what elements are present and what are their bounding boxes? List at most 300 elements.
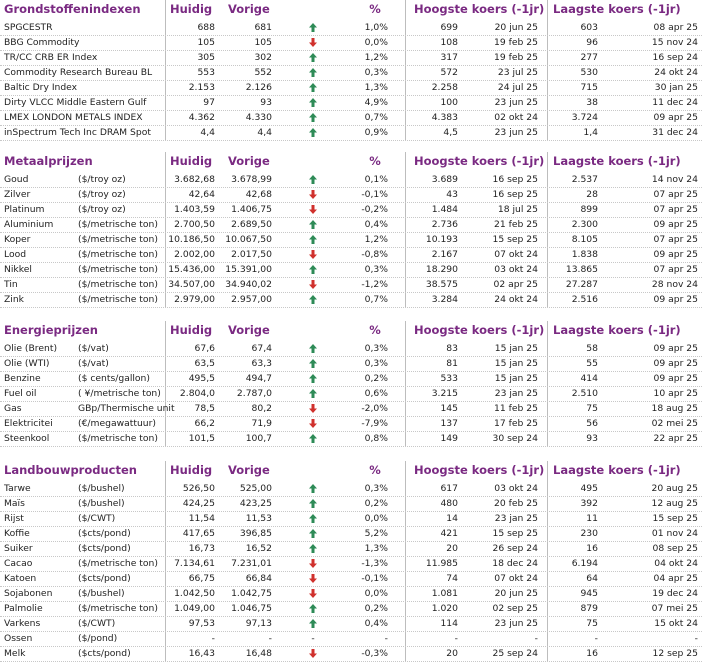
arrow-up-icon (309, 265, 317, 274)
cell-unit: ($/troy oz) (78, 189, 126, 200)
cell-high: 11.985 (425, 558, 458, 569)
cell-name: Zilver (4, 189, 31, 200)
cell-unit: ($/metrische ton) (78, 558, 158, 569)
header-high: Hoogste koers (-1jr) (414, 2, 545, 16)
cell-current: 553 (197, 67, 215, 78)
cell-high: 572 (440, 67, 458, 78)
arrow-up-icon (309, 344, 317, 353)
cell-pct: 0,4% (364, 618, 388, 629)
table-row (0, 50, 702, 66)
cell-high: 1.081 (431, 588, 458, 599)
cell-high-date: 16 sep 25 (492, 174, 538, 185)
cell-current: 424,25 (182, 498, 215, 509)
cell-high: 149 (440, 433, 458, 444)
arrow-down-icon (309, 559, 317, 568)
header-high: Hoogste koers (-1jr) (414, 323, 545, 337)
cell-low-date: 28 nov 24 (651, 279, 698, 290)
cell-current: 3.682,68 (174, 174, 215, 185)
header-low: Laagste koers (-1jr) (553, 2, 681, 16)
arrow-up-icon (309, 529, 317, 538)
cell-current: 2.153 (188, 82, 215, 93)
cell-low: 16 (586, 543, 598, 554)
cell-high: 1.020 (431, 603, 458, 614)
cell-current: - (211, 633, 215, 644)
cell-previous: 396,85 (239, 528, 272, 539)
cell-high: 38.575 (425, 279, 458, 290)
cell-low-date: 07 mei 25 (651, 603, 698, 614)
cell-previous: 1.042,75 (231, 588, 272, 599)
cell-current: 63,5 (194, 358, 215, 369)
cell-low-date: 18 aug 25 (651, 403, 698, 414)
cell-low-date: 15 okt 24 (654, 618, 698, 629)
cell-high-date: 17 feb 25 (494, 418, 538, 429)
cell-pct: 0,3% (364, 264, 388, 275)
cell-high-date: 15 sep 25 (492, 528, 538, 539)
cell-low-date: 09 apr 25 (653, 343, 698, 354)
cell-high-date: 02 sep 25 (492, 603, 538, 614)
table-row (0, 571, 702, 587)
cell-name: Fuel oil (4, 388, 37, 399)
cell-high-date: - (534, 633, 538, 644)
header-pct: % (369, 2, 381, 16)
cell-pct: 0,2% (364, 603, 388, 614)
arrow-up-icon (309, 389, 317, 398)
section-1 (0, 152, 702, 307)
cell-name: Commodity Research Bureau BL (4, 67, 153, 78)
cell-previous: 1.046,75 (231, 603, 272, 614)
cell-previous: 10.067,50 (225, 234, 272, 245)
table-row (0, 125, 702, 141)
cell-pct: 0,3% (364, 343, 388, 354)
cell-name: BBG Commodity (4, 37, 80, 48)
cell-name: Koper (4, 234, 31, 245)
cell-high-date: 02 okt 24 (494, 112, 538, 123)
cell-current: 1.049,00 (174, 603, 215, 614)
cell-current: 16,43 (188, 648, 215, 659)
cell-unit: ($/metrische ton) (78, 249, 158, 260)
cell-high: 20 (446, 648, 458, 659)
cell-high-date: 20 jun 25 (494, 588, 538, 599)
table-row (0, 616, 702, 632)
cell-high-date: 03 okt 24 (494, 264, 538, 275)
cell-name: Elektricitei (4, 418, 53, 429)
cell-pct: 1,0% (364, 22, 388, 33)
table-row (0, 556, 702, 572)
cell-name: Suiker (4, 543, 33, 554)
cell-high: 83 (446, 343, 458, 354)
cell-low: 96 (586, 37, 598, 48)
cell-previous: 7.231,01 (231, 558, 272, 569)
table-row (0, 20, 702, 36)
cell-previous: 2.787,0 (236, 388, 272, 399)
cell-name: Benzine (4, 373, 41, 384)
cell-high: 317 (440, 52, 458, 63)
cell-low-date: 01 nov 24 (651, 528, 698, 539)
cell-low-date: 02 mei 25 (651, 418, 698, 429)
arrow-up-icon (309, 235, 317, 244)
cell-unit: ($/bushel) (78, 498, 125, 509)
cell-low-date: 08 sep 25 (652, 543, 698, 554)
cell-high-date: 15 jan 25 (494, 343, 538, 354)
cell-unit: ($/metrische ton) (78, 294, 158, 305)
cell-high: 699 (440, 22, 458, 33)
cell-unit: ($/vat) (78, 358, 109, 369)
cell-unit: ($/metrische ton) (78, 279, 158, 290)
cell-previous: 66,84 (245, 573, 272, 584)
table-row (0, 187, 702, 203)
cell-name: Baltic Dry Index (4, 82, 78, 93)
cell-current: 2.700,50 (174, 219, 215, 230)
cell-high-date: 20 jun 25 (494, 22, 538, 33)
cell-low-date: 14 nov 24 (651, 174, 698, 185)
cell-unit: ($/CWT) (78, 513, 116, 524)
cell-current: 305 (197, 52, 215, 63)
cell-pct: 1,3% (364, 543, 388, 554)
cell-high: 114 (440, 618, 458, 629)
header-current: Huidig (170, 323, 213, 337)
cell-low-date: 31 dec 24 (652, 127, 698, 138)
cell-low: 58 (586, 343, 598, 354)
header-current: Huidig (170, 2, 213, 16)
cell-high-date: 23 jan 25 (494, 513, 538, 524)
arrow-up-icon (309, 113, 317, 122)
cell-previous: 63,3 (251, 358, 272, 369)
cell-previous: 71,9 (251, 418, 272, 429)
cell-low-date: 30 jan 25 (654, 82, 698, 93)
cell-name: inSpectrum Tech Inc DRAM Spot (4, 127, 151, 138)
cell-current: 1.042,50 (174, 588, 215, 599)
cell-low-date: 10 apr 25 (653, 388, 698, 399)
table-row (0, 481, 702, 497)
cell-current: 66,2 (194, 418, 215, 429)
cell-low: 11 (586, 513, 598, 524)
header-pct: % (369, 154, 381, 168)
cell-low-date: 07 apr 25 (653, 204, 698, 215)
cell-unit: ($/metrische ton) (78, 603, 158, 614)
cell-unit: ($/metrische ton) (78, 264, 158, 275)
table-row (0, 247, 702, 263)
cell-low: 75 (586, 618, 598, 629)
cell-high-date: 21 feb 25 (494, 219, 538, 230)
cell-pct: 0,3% (364, 358, 388, 369)
cell-high-date: 15 jan 25 (494, 358, 538, 369)
cell-high-date: 03 okt 24 (494, 483, 538, 494)
cell-current: 101,5 (188, 433, 215, 444)
table-row (0, 35, 702, 51)
cell-previous: 42,68 (245, 189, 272, 200)
cell-pct: -0,2% (361, 204, 388, 215)
cell-pct: 0,8% (364, 433, 388, 444)
cell-low: 13.865 (565, 264, 598, 275)
cell-previous: 80,2 (251, 403, 272, 414)
cell-low: 6.194 (571, 558, 598, 569)
cell-low: 2.516 (571, 294, 598, 305)
cell-current: 16,73 (188, 543, 215, 554)
cell-low: 3.724 (571, 112, 598, 123)
cell-name: Olie (WTI) (4, 358, 50, 369)
cell-current: 15.436,00 (168, 264, 215, 275)
cell-high-date: 23 jun 25 (494, 127, 538, 138)
arrow-up-icon (309, 544, 317, 553)
header-pct: % (369, 463, 381, 477)
cell-low-date: 19 dec 24 (652, 588, 698, 599)
cell-high: 100 (440, 97, 458, 108)
cell-low-date: 08 apr 25 (653, 22, 698, 33)
cell-low: 603 (580, 22, 598, 33)
cell-high: 3.284 (431, 294, 458, 305)
arrow-up-icon (309, 220, 317, 229)
cell-unit: ($ cents/gallon) (78, 373, 150, 384)
cell-high-date: 24 okt 24 (494, 294, 538, 305)
header-previous: Vorige (228, 323, 270, 337)
header-previous: Vorige (228, 2, 270, 16)
section-0 (0, 0, 702, 140)
cell-high-date: 15 jan 25 (494, 373, 538, 384)
cell-unit: ($cts/pond) (78, 648, 131, 659)
arrow-down-icon (309, 38, 317, 47)
cell-high: 3.215 (431, 388, 458, 399)
cell-high: 74 (446, 573, 458, 584)
cell-previous: 2.017,50 (231, 249, 272, 260)
cell-high-date: 15 sep 25 (492, 234, 538, 245)
cell-name: SPGCESTR (4, 22, 53, 33)
cell-name: Koffie (4, 528, 30, 539)
table-row (0, 386, 702, 402)
cell-low: 899 (580, 204, 598, 215)
cell-pct: 1,3% (364, 82, 388, 93)
cell-current: 688 (197, 22, 215, 33)
cell-low: 16 (586, 648, 598, 659)
cell-unit: ($/bushel) (78, 588, 125, 599)
cell-pct: -0,8% (361, 249, 388, 260)
cell-high-date: 18 dec 24 (492, 558, 538, 569)
cell-name: Sojabonen (4, 588, 53, 599)
cell-low: 495 (580, 483, 598, 494)
cell-high-date: 25 sep 24 (492, 648, 538, 659)
cell-high-date: 02 apr 25 (493, 279, 538, 290)
arrow-up-icon (309, 98, 317, 107)
header-low: Laagste koers (-1jr) (553, 463, 681, 477)
arrow-up-icon (309, 83, 317, 92)
cell-low: 56 (586, 418, 598, 429)
cell-high: 2.167 (431, 249, 458, 260)
cell-low: - (594, 633, 598, 644)
cell-pct: 0,2% (364, 498, 388, 509)
cell-name: Olie (Brent) (4, 343, 58, 354)
cell-current: 78,5 (194, 403, 215, 414)
cell-low-date: 09 apr 25 (653, 249, 698, 260)
cell-low: 55 (586, 358, 598, 369)
cell-low-date: 12 aug 25 (651, 498, 698, 509)
cell-low: 414 (580, 373, 598, 384)
cell-low: 28 (586, 189, 598, 200)
cell-low-date: - (694, 633, 698, 644)
table-row (0, 526, 702, 542)
cell-pct: - (384, 633, 388, 644)
section-title: Energieprijzen (4, 323, 98, 337)
cell-high-date: 23 jun 25 (494, 97, 538, 108)
cell-pct: 0,9% (364, 127, 388, 138)
cell-current: 97,53 (188, 618, 215, 629)
cell-pct: 1,2% (364, 52, 388, 63)
cell-low: 1,4 (583, 127, 598, 138)
cell-high: 4,5 (443, 127, 458, 138)
cell-low-date: 24 okt 24 (654, 67, 698, 78)
table-row (0, 232, 702, 248)
table-row (0, 401, 702, 417)
cell-previous: 97,13 (245, 618, 272, 629)
arrow-up-icon (309, 484, 317, 493)
cell-pct: -0,1% (361, 189, 388, 200)
table-row (0, 202, 702, 218)
cell-pct: -7,9% (361, 418, 388, 429)
arrow-up-icon (309, 374, 317, 383)
arrow-up-icon (309, 175, 317, 184)
cell-low-date: 22 apr 25 (653, 433, 698, 444)
cell-name: Lood (4, 249, 27, 260)
cell-low: 2.300 (571, 219, 598, 230)
cell-name: Rijst (4, 513, 24, 524)
arrow-down-icon (309, 419, 317, 428)
cell-high: - (454, 633, 458, 644)
cell-pct: -2,0% (361, 403, 388, 414)
table-row (0, 262, 702, 278)
table-row (0, 416, 702, 432)
cell-name: TR/CC CRB ER Index (4, 52, 98, 63)
cell-name: Varkens (4, 618, 41, 629)
arrow-up-icon (309, 359, 317, 368)
cell-unit: ($/CWT) (78, 618, 116, 629)
cell-high-date: 07 okt 24 (494, 249, 538, 260)
cell-previous: 2.957,00 (231, 294, 272, 305)
cell-previous: 16,48 (245, 648, 272, 659)
cell-current: 4,4 (200, 127, 215, 138)
cell-high: 3.689 (431, 174, 458, 185)
table-row (0, 110, 702, 126)
cell-pct: 0,0% (364, 37, 388, 48)
cell-low-date: 07 apr 25 (653, 264, 698, 275)
cell-high: 1.484 (431, 204, 458, 215)
cell-unit: GBp/Thermische unit (78, 403, 175, 414)
table-row (0, 356, 702, 372)
cell-pct: 0,4% (364, 219, 388, 230)
cell-high: 18.290 (425, 264, 458, 275)
table-row (0, 511, 702, 527)
cell-previous: 494,7 (245, 373, 272, 384)
cell-previous: - (268, 633, 272, 644)
cell-high-date: 24 jul 25 (497, 82, 538, 93)
cell-high-date: 18 jul 25 (497, 204, 538, 215)
cell-high: 81 (446, 358, 458, 369)
cell-name: Katoen (4, 573, 37, 584)
cell-unit: (€/megawattuur) (78, 418, 156, 429)
cell-low-date: 09 apr 25 (653, 373, 698, 384)
table-row (0, 601, 702, 617)
cell-name: Platinum (4, 204, 45, 215)
cell-current: 4.362 (188, 112, 215, 123)
cell-low-date: 09 apr 25 (653, 219, 698, 230)
arrow-up-icon (309, 514, 317, 523)
arrow-up-icon (309, 619, 317, 628)
arrow-up-icon (309, 23, 317, 32)
cell-low: 1.838 (571, 249, 598, 260)
cell-low: 230 (580, 528, 598, 539)
cell-pct: -0,1% (361, 573, 388, 584)
cell-high: 43 (446, 189, 458, 200)
cell-previous: 423,25 (239, 498, 272, 509)
table-row (0, 586, 702, 602)
header-low: Laagste koers (-1jr) (553, 154, 681, 168)
table-row (0, 95, 702, 111)
cell-previous: 2.689,50 (231, 219, 272, 230)
cell-low: 93 (586, 433, 598, 444)
header-current: Huidig (170, 463, 213, 477)
cell-previous: 2.126 (245, 82, 272, 93)
cell-high: 480 (440, 498, 458, 509)
cell-high-date: 19 feb 25 (494, 37, 538, 48)
cell-previous: 3.678,99 (231, 174, 272, 185)
cell-low: 8.105 (571, 234, 598, 245)
cell-current: 2.002,00 (174, 249, 215, 260)
cell-low-date: 09 apr 25 (653, 358, 698, 369)
cell-current: 11,54 (188, 513, 215, 524)
cell-low: 64 (586, 573, 598, 584)
cell-name: Zink (4, 294, 24, 305)
cell-high: 108 (440, 37, 458, 48)
cell-name: Melk (4, 648, 26, 659)
cell-high: 2.736 (431, 219, 458, 230)
cell-current: 66,75 (188, 573, 215, 584)
header-high: Hoogste koers (-1jr) (414, 154, 545, 168)
cell-previous: 552 (254, 67, 272, 78)
arrow-down-icon (309, 280, 317, 289)
cell-pct: -1,2% (361, 279, 388, 290)
arrow-down-icon (309, 250, 317, 259)
table-row (0, 646, 702, 662)
cell-unit: ($/troy oz) (78, 174, 126, 185)
arrow-down-icon (309, 404, 317, 413)
cell-high: 137 (440, 418, 458, 429)
cell-current: 526,50 (182, 483, 215, 494)
table-row (0, 292, 702, 308)
cell-current: 10.186,50 (168, 234, 215, 245)
cell-low-date: 11 dec 24 (652, 97, 698, 108)
cell-high-date: 23 jan 25 (494, 388, 538, 399)
arrow-up-icon (309, 68, 317, 77)
arrow-up-icon (309, 499, 317, 508)
cell-low: 38 (586, 97, 598, 108)
cell-high: 20 (446, 543, 458, 554)
cell-current: 495,5 (188, 373, 215, 384)
table-row (0, 172, 702, 188)
header-high: Hoogste koers (-1jr) (414, 463, 545, 477)
cell-low: 2.510 (571, 388, 598, 399)
cell-low-date: 15 nov 24 (651, 37, 698, 48)
cell-previous: 11,53 (245, 513, 272, 524)
cell-previous: 67,4 (251, 343, 272, 354)
arrow-up-icon (309, 434, 317, 443)
cell-unit: ( ¥/metrische ton) (78, 388, 161, 399)
arrow-up-icon (309, 295, 317, 304)
cell-pct: 0,1% (364, 174, 388, 185)
cell-low-date: 20 aug 25 (651, 483, 698, 494)
table-row (0, 431, 702, 447)
cell-unit: ($/metrische ton) (78, 219, 158, 230)
cell-name: Cacao (4, 558, 33, 569)
cell-low-date: 07 apr 25 (653, 189, 698, 200)
header-current: Huidig (170, 154, 213, 168)
cell-pct: -1,3% (361, 558, 388, 569)
